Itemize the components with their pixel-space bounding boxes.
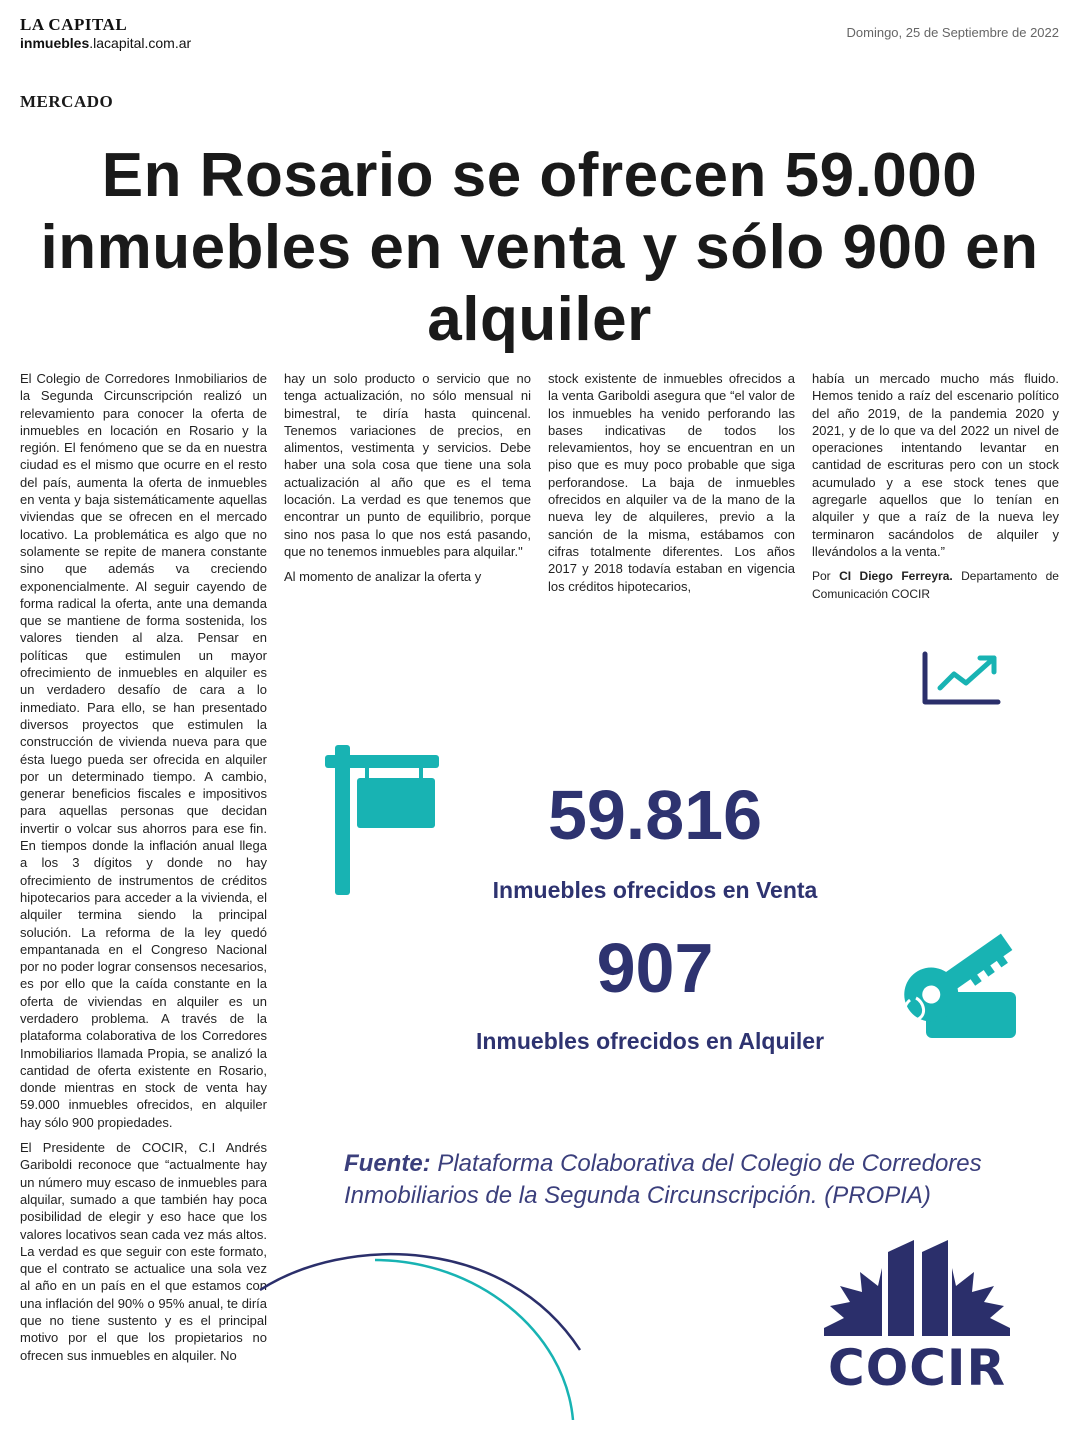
source-note bbox=[344, 1148, 1044, 1212]
key-tag-icon bbox=[886, 912, 1020, 1042]
site-url[interactable] bbox=[20, 34, 191, 52]
article-paragraph: stock existente de inmuebles ofrecidos a la venta Gariboldi asegura que “el valor de los inmuebles ha venido perforando las bases indicativas de todos los relevamientos, hoy se encuentran en un piso que es muy poco probable que siga perforandose. La baja de inmuebles ofrecidos en alquiler va de la mano de la nueva ley de alquileres, previo a la sanción de la misma, estábamos con cifras totalmente diferentes. Los años 2017 y 2018 todavía estaban en vigencia los créditos hipotecarios, bbox=[548, 371, 795, 594]
article-paragraph: hay un solo producto o servicio que no tenga actualización, no sólo mensual ni bimestral, te diría hasta quincenal. Tenemos variaciones de precios, en alimentos, vestimenta y servicios. Debe haber una sola cosa que tiene una sola actualización al año que es el tema locación. La verdad es que tenemos que encontrar un punto de equilibrio, porque sino nos pasa lo que nos está pasando, que no tenemos inmuebles para alquilar." bbox=[284, 371, 531, 559]
article-column-1 bbox=[20, 370, 267, 1372]
source-text: Plataforma Colaborativa del Colegio de Corredores Inmobiliarios de la Segunda Circunscripción. (PROPIA) bbox=[344, 1150, 982, 1209]
site-url-domain: .lacapital.com.ar bbox=[89, 35, 192, 51]
byline-department: Departamento de Comunicación COCIR bbox=[812, 569, 1059, 601]
trend-up-icon bbox=[920, 650, 1002, 708]
article-paragraph: había un mercado mucho más fluido. Hemos tenido a raíz del escenario político del año 2019, de la pandemia 2020 y 2021, y de lo que va del 2022 un nivel de operaciones intentando levantar en cantidad de escrituras pero con un stock acumulado y a ese stock tenes que agregarle aquellos que lo tenían en alquiler y que a raíz de la nueva ley terminaron sacándolos de alquiler y llevándolos a la venta.” bbox=[812, 371, 1059, 559]
rent-count: 907 bbox=[596, 929, 714, 1007]
article-column-2 bbox=[284, 370, 531, 594]
article-paragraph: Al momento de analizar la oferta y bbox=[284, 569, 482, 585]
masthead bbox=[20, 16, 191, 52]
site-url-bold: inmuebles bbox=[20, 35, 90, 51]
article-column-4 bbox=[812, 370, 1059, 611]
newspaper-logo: LA CAPITAL bbox=[20, 15, 128, 34]
headline: En Rosario se ofrecen 59.000 inmuebles en venta y sólo 900 en alquiler bbox=[40, 141, 1039, 354]
source-label: Fuente: bbox=[344, 1150, 431, 1177]
for-sale-sign-icon bbox=[325, 745, 441, 895]
publication-date: Domingo, 25 de Septiembre de 2022 bbox=[846, 25, 1059, 40]
byline-author: CI Diego Ferreyra. bbox=[839, 569, 953, 584]
cocir-logo-text: COCIR bbox=[828, 1339, 1006, 1397]
article-paragraph: El Colegio de Corredores Inmobiliarios de la Segunda Circunscripción realizó un relevamiento para conocer la oferta de inmuebles en locación en Rosario y la región. El fenómeno que se da en nuestra ciudad es el mismo que ocurre en el resto del país, aumenta la oferta de inmuebles en venta y baja sistemáticamente aquellas viviendas que se ofrecen en el mercado locativo. La problemática es algo que no solamente se repite de manera constante sino que además va creciendo exponencialmente. Al seguir cayendo de forma radical la oferta, ante una demanda que se mantiene de forma sostenida, los valores tienden al alza. Pensar en políticas que estimulen un mayor ofrecimiento de inmuebles en alquiler es un verdadero desafío de cara a lo inmediato. Para ello, se han presentado diversos proyectos que estimulen la construcción de vivienda nueva para que ésta luego pueda ser ofrecida en alquiler por un determinado tiempo. A cambio, generar beneficios fiscales e impositivos para aquellas personas que decidan invertir o volcar sus ahorros para ese fin. En tiempos donde la inflación anual llega a los 3 dígitos y donde no hay ofrecimiento de instrumentos de créditos hipotecarios para acceder a la vivienda, el alquiler termina siendo la principal solución. La reforma de la ley quedó empantanada en el Congreso Nacional por no poder lograr consensos necesarios, es por ello que la caída constante en la oferta de viviendas en alquiler es un verdadero problema. A través de la plataforma colaborativa de los Corredores Inmobiliarios llamada Propia, se analizó la cantidad de oferta existente en Rosario, donde mientras en stock de venta hay 59.000 inmuebles ofrecidos, en alquiler hay sólo 900 propiedades. bbox=[20, 371, 267, 1130]
byline bbox=[812, 568, 1059, 603]
byline-prefix: Por bbox=[812, 569, 831, 584]
sale-count: 59.816 bbox=[547, 776, 763, 854]
sale-label: Inmuebles ofrecidos en Venta bbox=[492, 877, 818, 903]
rent-label: Inmuebles ofrecidos en Alquiler bbox=[475, 1028, 825, 1054]
article-column-3 bbox=[548, 370, 795, 603]
article-paragraph: El Presidente de COCIR, C.I Andrés Gariboldi reconoce que “actualmente hay un número muy escaso de inmuebles para alquilar, sumado a que también hay poca posibilidad de elegir y eso hace que los valores locativos sean cada vez más altos. La verdad es que seguir con este formato, que el contrato se actualice una sola vez al año en un país en el que estamos con una inflación del 90% o 95% anual, te diría que no tiene sustento y es el principal motivo por el que los propietarios no ofrecen sus inmuebles en alquiler. No bbox=[20, 1140, 267, 1363]
decorative-arc bbox=[255, 1230, 595, 1420]
section-label: MERCADO bbox=[20, 92, 114, 111]
